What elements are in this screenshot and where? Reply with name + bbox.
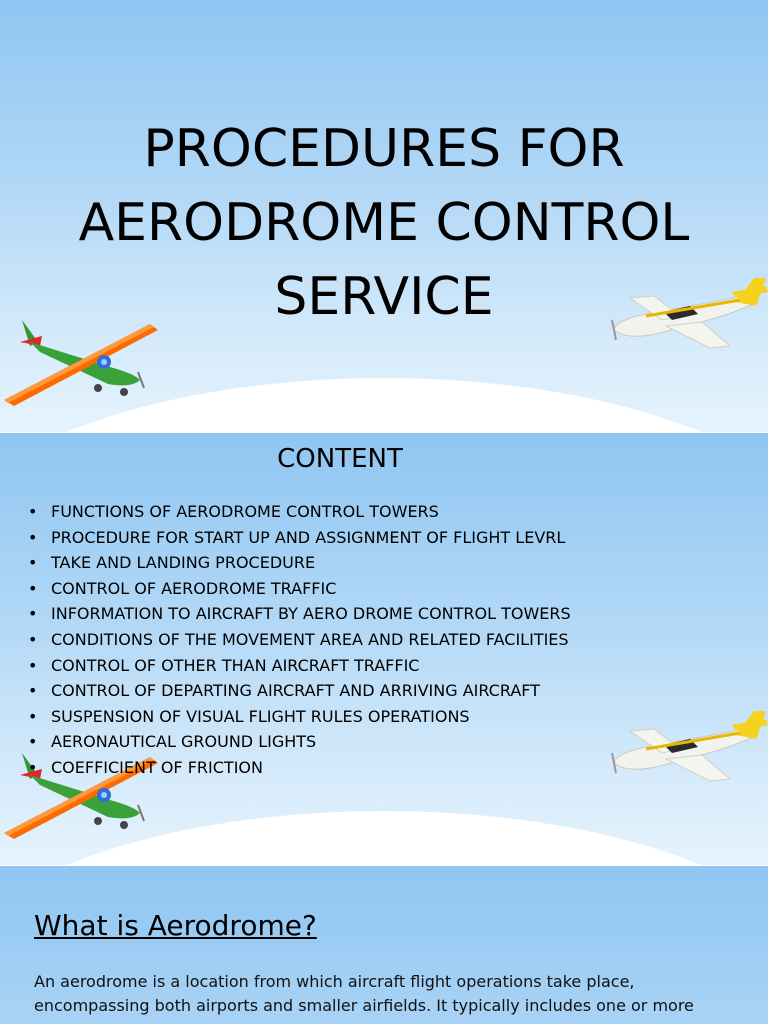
list-item: • CONDITIONS OF THE MOVEMENT AREA AND RELATED FACILITIES bbox=[20, 627, 571, 653]
list-item: • COEFFICIENT OF FRICTION bbox=[20, 755, 571, 781]
list-item: • SUSPENSION OF VISUAL FLIGHT RULES OPERATIONS bbox=[20, 704, 571, 730]
definition-slide bbox=[0, 866, 768, 1024]
list-item: • FUNCTIONS OF AERODROME CONTROL TOWERS bbox=[20, 499, 571, 525]
content-list bbox=[20, 499, 571, 781]
list-item: • INFORMATION TO AIRCRAFT BY AERO DROME CONTROL TOWERS bbox=[20, 601, 571, 627]
title-line: AERODROME CONTROL bbox=[78, 193, 690, 253]
list-item: • CONTROL OF OTHER THAN AIRCRAFT TRAFFIC bbox=[20, 653, 571, 679]
list-item: • CONTROL OF AERODROME TRAFFIC bbox=[20, 576, 571, 602]
content-heading: CONTENT bbox=[277, 444, 403, 474]
content-slide bbox=[0, 433, 768, 865]
title-line: SERVICE bbox=[274, 267, 494, 327]
page-title bbox=[0, 112, 768, 334]
list-item: • CONTROL OF DEPARTING AIRCRAFT AND ARRIVING AIRCRAFT bbox=[20, 678, 571, 704]
list-item: • AERONAUTICAL GROUND LIGHTS bbox=[20, 729, 571, 755]
yellow-white-airplane-icon bbox=[606, 705, 768, 785]
list-item: • PROCEDURE FOR START UP AND ASSIGNMENT OF FLIGHT LEVRL bbox=[20, 525, 571, 551]
body-paragraph: An aerodrome is a location from which aircraft flight operations take place, encompassing both airports and smaller airfields. It typically includes one or more bbox=[34, 972, 694, 1015]
section-heading: What is Aerodrome? bbox=[34, 909, 317, 942]
title-line: PROCEDURES FOR bbox=[143, 119, 625, 179]
title-slide bbox=[0, 0, 768, 432]
list-item: • TAKE AND LANDING PROCEDURE bbox=[20, 550, 571, 576]
